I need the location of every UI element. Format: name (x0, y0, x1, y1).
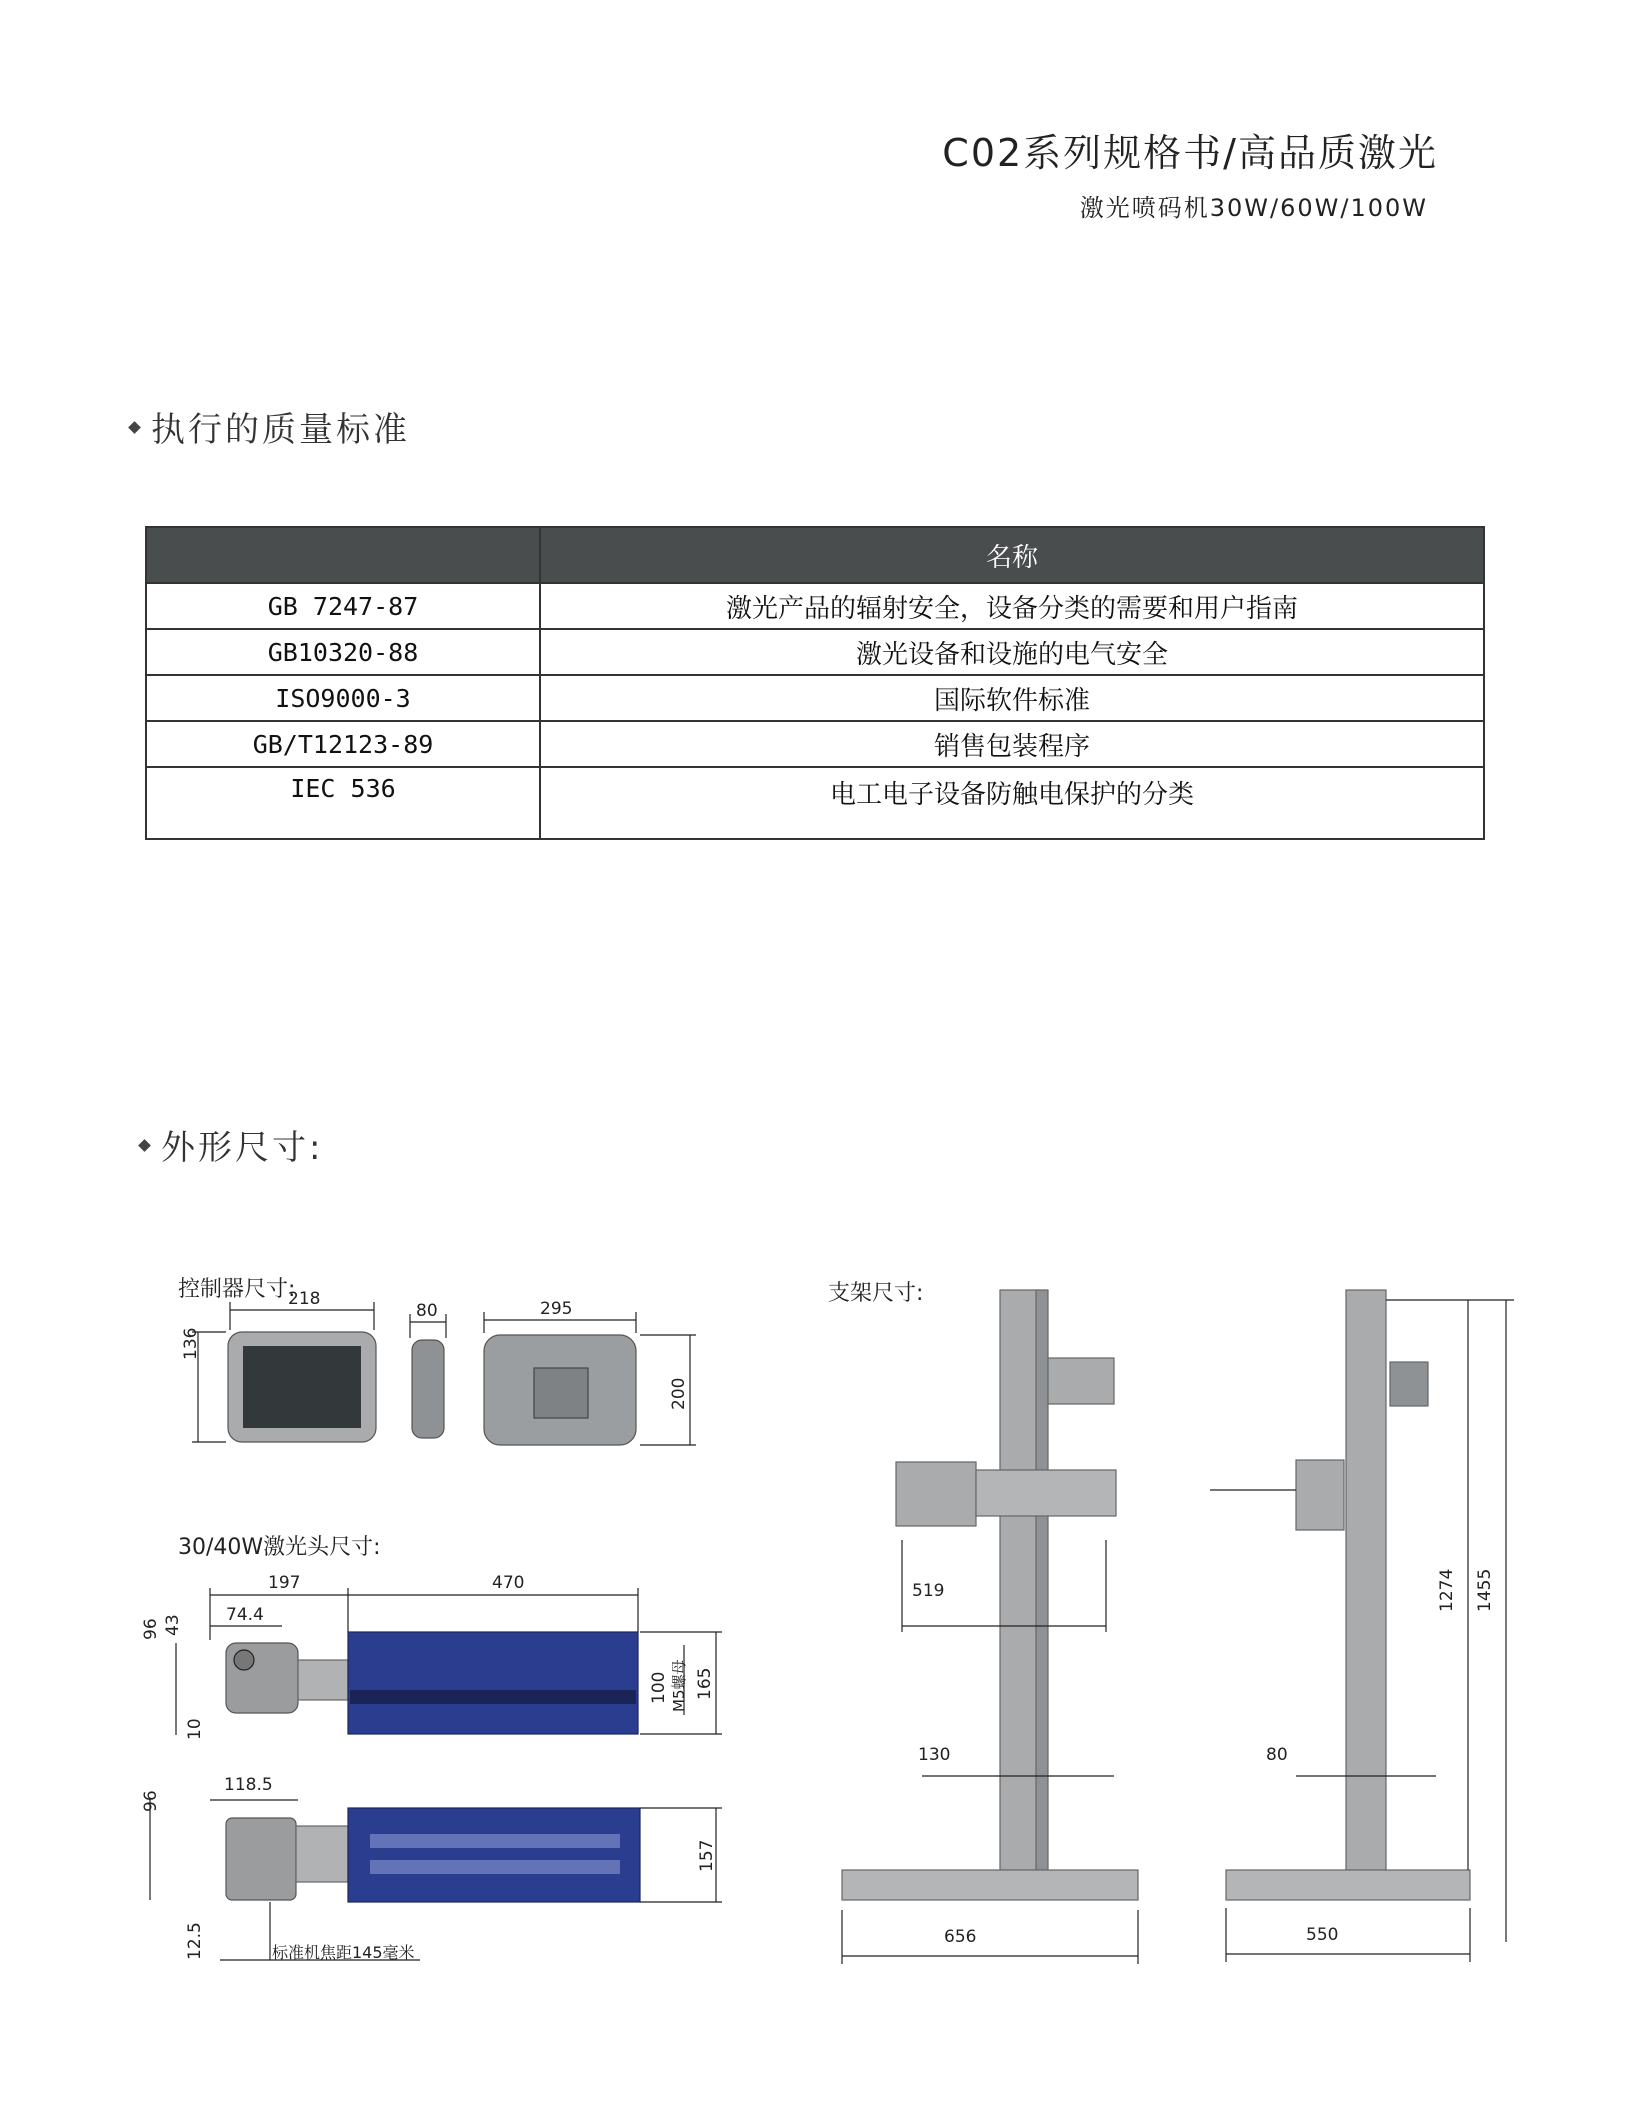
head-c-dim: 74.4 (226, 1605, 264, 1625)
standard-code: ISO9000-3 (146, 675, 540, 721)
head-k-dim: 96 (141, 1790, 161, 1812)
standard-name: 电工电子设备防触电保护的分类 (540, 767, 1484, 839)
ctrl-depth-dim: 80 (416, 1301, 438, 1321)
table-header-name: 名称 (540, 527, 1484, 583)
document-title: C02系列规格书/高品质激光 (942, 131, 1438, 175)
standard-name: 销售包装程序 (540, 721, 1484, 767)
standard-code: GB10320-88 (146, 629, 540, 675)
ctrl-back-height-dim: 200 (669, 1377, 689, 1410)
head-m-dim: 12.5 (185, 1922, 205, 1960)
controller-label: 控制器尺寸: (178, 1277, 296, 1302)
standard-name: 激光产品的辐射安全，设备分类的需要和用户指南 (540, 583, 1484, 629)
head-j-dim: 118.5 (224, 1775, 273, 1795)
controller-front-drawing (192, 1302, 376, 1442)
ctrl-width-dim: 218 (288, 1289, 321, 1309)
head-f-dim: 10 (185, 1718, 205, 1740)
stand-base-front-dim: 656 (944, 1927, 977, 1947)
head-l-dim: 157 (697, 1839, 717, 1872)
stand-h1-dim: 1274 (1437, 1568, 1457, 1612)
focal-note: 标准机焦距145毫米 (272, 1943, 415, 1962)
stand-col-side-dim: 80 (1266, 1745, 1288, 1765)
standard-name: 激光设备和设施的电气安全 (540, 629, 1484, 675)
head-g-dim: 100 (649, 1671, 669, 1704)
standard-name: 国际软件标准 (540, 675, 1484, 721)
standard-code: GB/T12123-89 (146, 721, 540, 767)
standard-code: IEC 536 (146, 767, 540, 839)
ctrl-height-dim: 136 (181, 1327, 201, 1360)
controller-side-drawing (410, 1314, 446, 1438)
dimensions-heading-text: 外形尺寸: (161, 1128, 324, 1168)
document-subtitle: 激光喷码机30W/60W/100W (1079, 194, 1428, 222)
stand-label: 支架尺寸: (828, 1281, 924, 1306)
stand-col-front-dim: 130 (918, 1745, 951, 1765)
stand-h2-dim: 1455 (1475, 1568, 1495, 1612)
head-i-dim: 165 (695, 1667, 715, 1700)
standard-code: GB 7247-87 (146, 583, 540, 629)
controller-back-drawing (484, 1312, 696, 1445)
head-h-dim: M5螺母 (670, 1659, 688, 1712)
head-e-dim: 43 (163, 1614, 183, 1636)
laser-head-side-drawing (150, 1800, 722, 1960)
head-a-dim: 197 (268, 1573, 301, 1593)
laser-head-label: 30/40W激光头尺寸: (178, 1535, 381, 1560)
stand-front-drawing (842, 1290, 1138, 1964)
stand-base-side-dim: 550 (1306, 1925, 1339, 1945)
ctrl-back-width-dim: 295 (540, 1299, 573, 1319)
stand-side-drawing (1210, 1290, 1514, 1962)
head-d-dim: 96 (141, 1618, 161, 1640)
quality-heading-text: 执行的质量标准 (151, 410, 410, 450)
head-b-dim: 470 (492, 1573, 525, 1593)
stand-arm-dim: 519 (912, 1581, 945, 1601)
